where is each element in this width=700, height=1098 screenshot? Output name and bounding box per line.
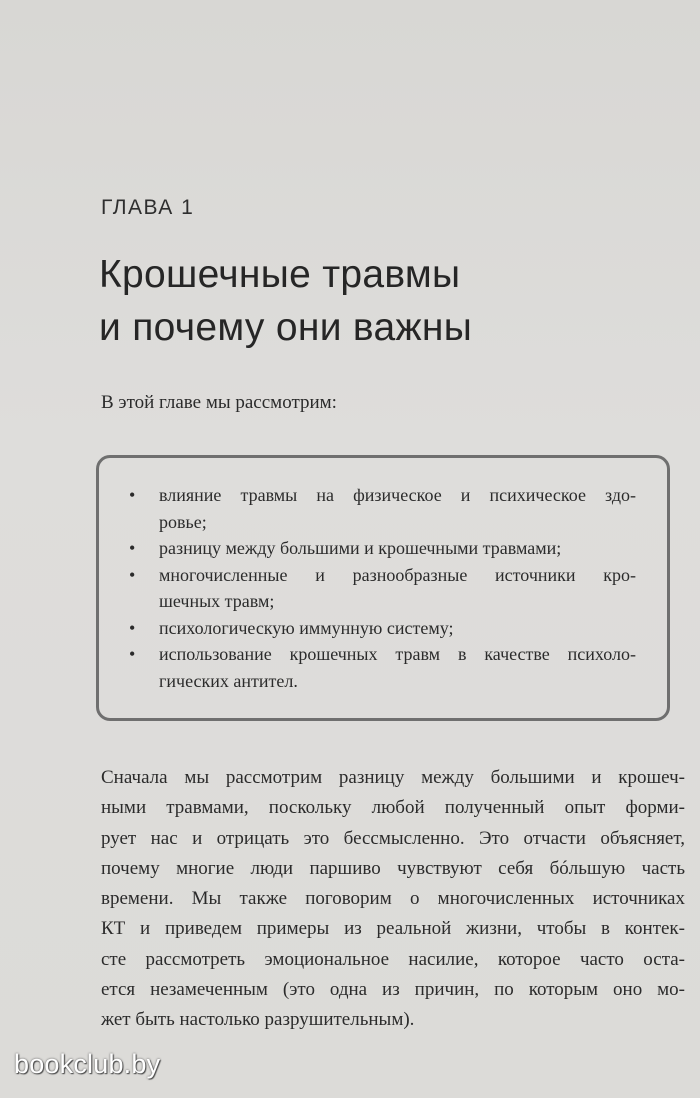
list-item-line: многочисленные и разнообразные источники кро- — [159, 564, 636, 585]
chapter-title-line: и почему они важны — [99, 306, 473, 349]
paragraph-line: времени. Мы также поговорим о многочисленных источниках — [101, 888, 685, 910]
paragraph-line: ется незамеченным (это одна из причин, по которым оно мо- — [101, 979, 685, 1001]
paragraph-line: Сначала мы рассмотрим разницу между большими и крошеч- — [101, 767, 685, 788]
list-item — [129, 562, 636, 615]
chapter-title — [99, 248, 659, 354]
chapter-intro: В этой главе мы рассмотрим: — [101, 392, 337, 413]
list-item-line: гических антител. — [159, 670, 298, 691]
paragraph-line: почему многие люди паршиво чувствуют себя бóльшую часть — [101, 857, 685, 879]
chapter-label: ГЛАВА 1 — [101, 196, 195, 219]
bullet-icon: • — [129, 644, 136, 664]
paragraph-line: КТ и приведем примеры из реальной жизни, чтобы в контек- — [101, 918, 685, 940]
paragraph-line: жет быть настолько разрушительным). — [101, 1009, 415, 1031]
list-item — [129, 482, 636, 535]
list-item-line: разницу между большими и крошечными травмами; — [159, 538, 562, 558]
watermark: bookclub.by — [14, 1049, 161, 1079]
list-item-line: использование крошечных травм в качестве психоло- — [159, 644, 636, 664]
list-item-line: психологическую иммунную систему; — [159, 617, 454, 638]
list-item-line: влияние травмы на физическое и психическое здо- — [159, 485, 636, 505]
list-item — [129, 641, 636, 694]
list-item-line: ровье; — [159, 511, 207, 532]
list-item — [129, 535, 636, 562]
bullet-icon: • — [129, 485, 136, 505]
list-item-line: шечных травм; — [159, 591, 275, 611]
summary-list — [129, 482, 636, 694]
body-paragraph — [101, 763, 685, 1036]
bullet-icon: • — [129, 538, 136, 558]
paragraph-line: рует нас и отрицать это бессмысленно. Это отчасти объясняет, — [101, 827, 685, 849]
chapter-title-line: Крошечные травмы — [99, 253, 461, 296]
list-item — [129, 615, 636, 642]
paragraph-line: ными травмами, поскольку любой полученный опыт форми- — [101, 797, 685, 819]
chapter-summary-box — [96, 455, 670, 721]
bullet-icon: • — [129, 617, 136, 638]
paragraph-line: сте рассмотреть эмоциональное насилие, которое часто оста- — [101, 948, 685, 970]
bullet-icon: • — [129, 564, 136, 585]
